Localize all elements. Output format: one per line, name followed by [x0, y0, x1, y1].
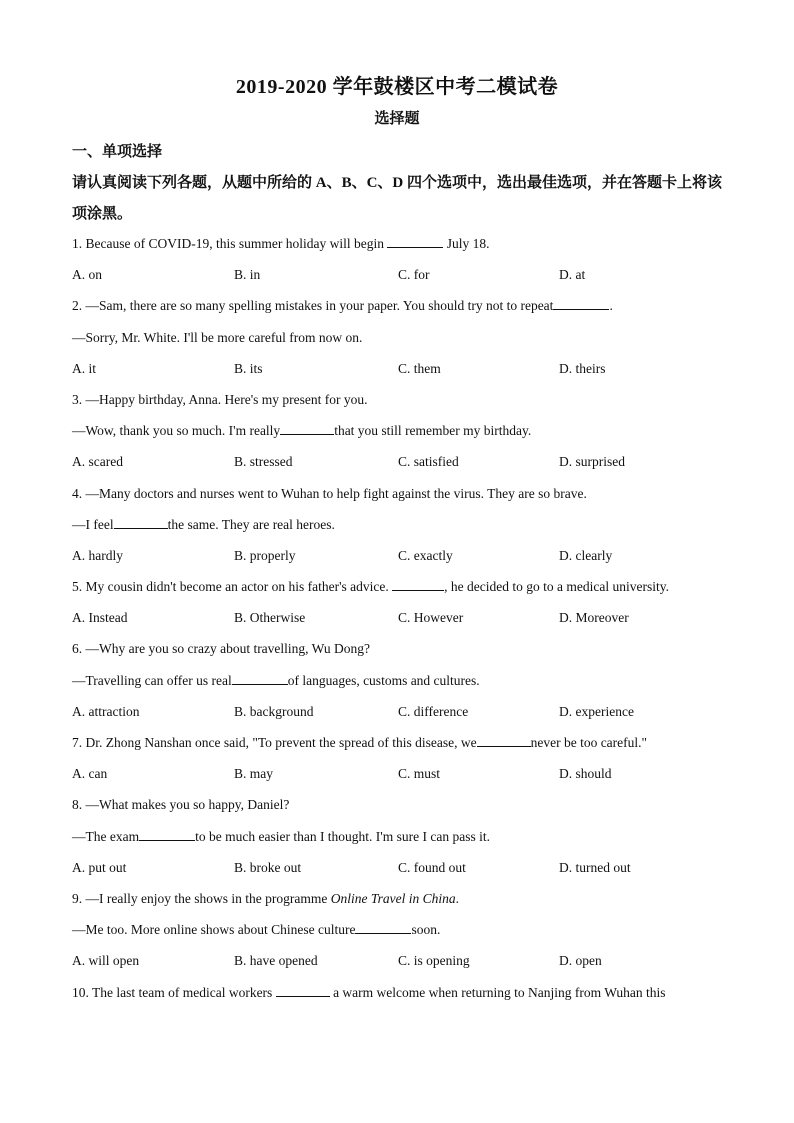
- question-2: [72, 290, 732, 321]
- question-text: —I feel: [72, 516, 114, 532]
- option-a: A. put out: [72, 859, 127, 875]
- option-b: B. its: [234, 360, 263, 376]
- question-4-reply: [72, 509, 732, 540]
- answer-blank: [387, 236, 443, 248]
- question-text: never be too careful.": [530, 735, 648, 750]
- option-c: C. satisfied: [398, 454, 459, 470]
- question-text: soon.: [411, 922, 441, 938]
- question-text: that you still remember my birthday.: [334, 423, 532, 439]
- question-8-reply: [72, 821, 732, 852]
- option-a: A. it: [72, 360, 97, 376]
- option-d: D. at: [559, 267, 586, 283]
- section-instruction: 请认真阅读下列各题，从题中所给的 A、B、C、D 四个选项中，选出最佳选项，并在答题卡上将该项涂黑。: [72, 175, 723, 222]
- question-2-reply: —Sorry, Mr. White. I'll be more careful from now on.: [72, 329, 363, 345]
- question-text: , he decided to go to a medical university.: [444, 579, 669, 595]
- question-text: 5. My cousin didn't become an actor on his father's advice.: [72, 579, 393, 595]
- answer-blank: [232, 673, 288, 685]
- option-b: B. Otherwise: [234, 610, 306, 626]
- answer-blank: [355, 922, 411, 934]
- question-6-reply: [72, 665, 732, 696]
- answer-blank: [139, 829, 195, 841]
- question-text: of languages, customs and cultures.: [287, 672, 480, 688]
- option-d: D. surprised: [559, 454, 625, 470]
- options-6: [72, 696, 732, 727]
- option-c: C. exactly: [398, 547, 453, 563]
- answer-blank: [280, 423, 334, 435]
- options-8: [72, 852, 732, 883]
- question-text: the same. They are real heroes.: [167, 516, 335, 532]
- question-text: .: [609, 298, 613, 314]
- option-c: C. them: [398, 360, 441, 376]
- option-a: A. on: [72, 267, 102, 283]
- option-b: B. stressed: [234, 454, 293, 470]
- option-b: B. may: [234, 766, 273, 782]
- option-a: A. hardly: [72, 547, 123, 563]
- section-heading: 一、单项选择: [72, 144, 163, 160]
- question-text: 2. —Sam, there are so many spelling mistakes in your paper. You should try not to repeat: [72, 298, 554, 314]
- page-title: 2019-2020 学年鼓楼区中考二模试卷: [235, 76, 559, 98]
- question-5: [72, 571, 732, 602]
- question-text: 10. The last team of medical workers: [72, 984, 276, 1000]
- option-b: B. broke out: [234, 859, 302, 875]
- question-text: July 18.: [443, 236, 490, 251]
- options-2: [72, 353, 732, 384]
- option-c: C. is opening: [398, 953, 470, 969]
- option-d: D. clearly: [559, 547, 613, 563]
- question-4: 4. —Many doctors and nurses went to Wuhan to help fight against the virus. They are so brave.: [72, 485, 587, 501]
- option-a: A. will open: [72, 953, 140, 969]
- question-3: 3. —Happy birthday, Anna. Here's my present for you.: [72, 391, 368, 407]
- option-d: D. Moreover: [559, 610, 629, 626]
- question-text: a warm welcome when returning to Nanjing from Wuhan this: [329, 984, 666, 1000]
- option-c: C. must: [398, 766, 441, 782]
- options-4: [72, 540, 732, 571]
- page-subtitle: 选择题: [374, 111, 420, 127]
- option-c: C. found out: [398, 859, 466, 875]
- answer-blank: [276, 985, 330, 997]
- option-a: A. can: [72, 766, 108, 782]
- option-a: A. attraction: [72, 703, 140, 719]
- question-list: [72, 228, 732, 1008]
- question-10: [72, 977, 732, 1008]
- option-c: C. difference: [398, 703, 469, 719]
- answer-blank: [114, 517, 168, 529]
- question-text: 7. Dr. Zhong Nanshan once said, "To prevent the spread of this disease, we: [72, 735, 477, 750]
- answer-blank: [392, 579, 444, 591]
- options-1: [72, 259, 732, 290]
- option-c: C. However: [398, 610, 464, 626]
- option-d: D. open: [559, 953, 602, 969]
- question-7: [72, 727, 732, 758]
- options-7: [72, 758, 732, 789]
- question-8: 8. —What makes you so happy, Daniel?: [72, 797, 290, 813]
- options-9: [72, 945, 732, 976]
- question-text: 1. Because of COVID-19, this summer holiday will begin: [72, 236, 388, 251]
- question-text: —Wow, thank you so much. I'm really: [72, 423, 281, 439]
- question-text: —The exam: [72, 828, 140, 844]
- programme-title: Online Travel in China: [330, 890, 456, 906]
- option-b: B. have opened: [234, 953, 318, 969]
- option-d: D. should: [559, 766, 612, 782]
- answer-blank: [553, 298, 609, 310]
- question-text: to be much easier than I thought. I'm sure I can pass it.: [195, 828, 490, 844]
- answer-blank: [477, 735, 531, 747]
- option-b: B. properly: [234, 547, 296, 563]
- question-text: 9. —I really enjoy the shows in the programme: [72, 890, 331, 906]
- question-9-reply: [72, 914, 732, 945]
- question-9: [72, 883, 732, 914]
- question-text: .: [455, 890, 459, 906]
- option-a: A. Instead: [72, 610, 128, 626]
- option-a: A. scared: [72, 454, 123, 470]
- option-b: B. background: [234, 703, 314, 719]
- question-3-reply: [72, 415, 732, 446]
- option-b: B. in: [234, 267, 261, 283]
- question-6: 6. —Why are you so crazy about travelling, Wu Dong?: [72, 641, 370, 657]
- options-5: [72, 602, 732, 633]
- question-text: —Travelling can offer us real: [72, 672, 232, 688]
- option-d: D. experience: [559, 703, 634, 719]
- question-1: [72, 228, 732, 259]
- options-3: [72, 446, 732, 477]
- option-d: D. turned out: [559, 859, 631, 875]
- option-c: C. for: [398, 267, 430, 283]
- option-d: D. theirs: [559, 360, 606, 376]
- question-text: —Me too. More online shows about Chinese culture: [72, 922, 356, 938]
